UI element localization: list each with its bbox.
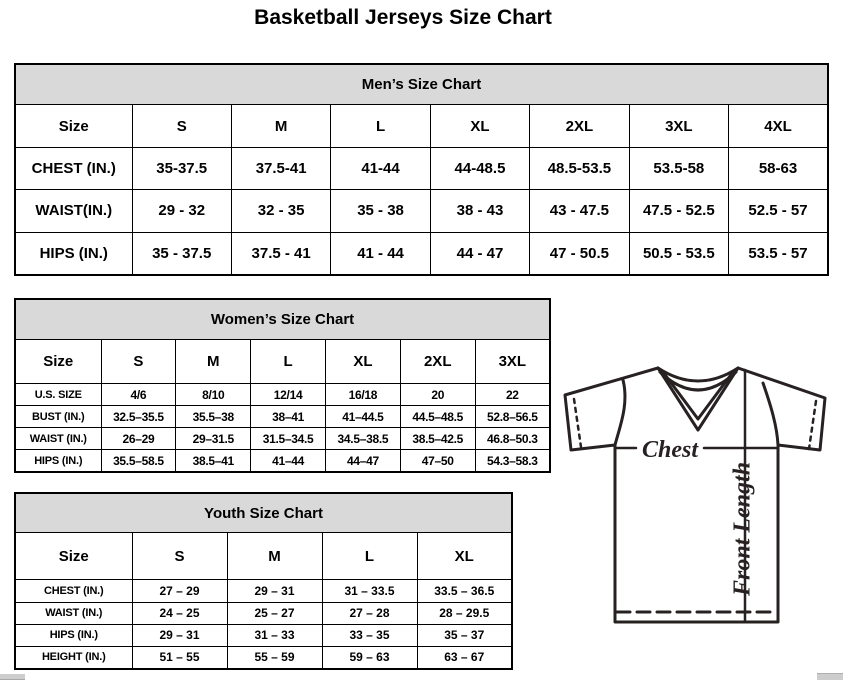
mens-size-table (14, 63, 829, 276)
size-value-cell: 37.5-41 (231, 147, 330, 189)
row-label: CHEST (IN.) (15, 147, 132, 189)
size-value-cell: 58-63 (729, 147, 828, 189)
youth-chest-row (15, 580, 512, 602)
mens-waist-row (15, 190, 828, 232)
mens-size-col: 3XL (629, 105, 728, 147)
womens-size-col: XL (325, 339, 400, 384)
mens-chest-row (15, 147, 828, 189)
jersey-diagram-icon (556, 356, 842, 636)
row-label: WAIST (IN.) (15, 602, 132, 624)
size-value-cell: 46.8–50.3 (475, 428, 550, 450)
mens-table-band (15, 64, 828, 105)
row-label: HIPS (IN.) (15, 232, 132, 275)
mens-size-col: L (331, 105, 430, 147)
size-value-cell: 37.5 - 41 (231, 232, 330, 275)
jersey-vneck-inner (663, 372, 733, 419)
youth-hips-row (15, 624, 512, 646)
page-title: Basketball Jerseys Size Chart (254, 6, 552, 29)
size-value-cell: 53.5-58 (629, 147, 728, 189)
womens-corner-label: Size (15, 339, 101, 384)
womens-size-col: S (101, 339, 176, 384)
size-value-cell: 29 – 31 (227, 580, 322, 602)
size-value-cell: 35-37.5 (132, 147, 231, 189)
size-value-cell: 33 – 35 (322, 624, 417, 646)
row-label: U.S. SIZE (15, 384, 101, 406)
size-value-cell: 29 - 32 (132, 190, 231, 232)
row-label: WAIST(IN.) (15, 190, 132, 232)
size-value-cell: 35 - 38 (331, 190, 430, 232)
mens-size-header-row (15, 105, 828, 147)
size-value-cell: 20 (400, 384, 475, 406)
size-value-cell: 4/6 (101, 384, 176, 406)
youth-waist-row (15, 602, 512, 624)
size-value-cell: 26–29 (101, 428, 176, 450)
size-value-cell: 38 - 43 (430, 190, 529, 232)
size-value-cell: 35.5–38 (176, 406, 251, 428)
size-value-cell: 44–47 (325, 450, 400, 472)
size-value-cell: 63 – 67 (417, 646, 512, 669)
size-value-cell: 41 - 44 (331, 232, 430, 275)
jersey-right-cuff-stitch (809, 401, 816, 449)
womens-size-col: 2XL (400, 339, 475, 384)
jersey-left-cuff-stitch (574, 399, 581, 447)
size-value-cell: 29 – 31 (132, 624, 227, 646)
size-value-cell: 50.5 - 53.5 (629, 232, 728, 275)
mens-size-col: M (231, 105, 330, 147)
youth-size-table (14, 492, 513, 670)
size-value-cell: 35 - 37.5 (132, 232, 231, 275)
jersey-measurement-diagram (556, 356, 842, 636)
size-value-cell: 59 – 63 (322, 646, 417, 669)
womens-table-band (15, 299, 550, 339)
size-value-cell: 35.5–58.5 (101, 450, 176, 472)
size-value-cell: 34.5–38.5 (325, 428, 400, 450)
size-value-cell: 38–41 (251, 406, 326, 428)
womens-bust-row (15, 406, 550, 428)
youth-corner-label: Size (15, 533, 132, 580)
size-value-cell: 47 - 50.5 (530, 232, 629, 275)
row-label: CHEST (IN.) (15, 580, 132, 602)
size-value-cell: 52.5 - 57 (729, 190, 828, 232)
size-value-cell: 33.5 – 36.5 (417, 580, 512, 602)
size-value-cell: 47–50 (400, 450, 475, 472)
womens-size-table (14, 298, 551, 473)
mens-table-title: Men’s Size Chart (15, 64, 828, 105)
size-value-cell: 35 – 37 (417, 624, 512, 646)
size-value-cell: 31.5–34.5 (251, 428, 326, 450)
size-value-cell: 55 – 59 (227, 646, 322, 669)
size-value-cell: 31 – 33 (227, 624, 322, 646)
size-value-cell: 31 – 33.5 (322, 580, 417, 602)
size-value-cell: 38.5–41 (176, 450, 251, 472)
chest-measure-label: Chest (641, 437, 699, 463)
size-value-cell: 43 - 47.5 (530, 190, 629, 232)
size-value-cell: 22 (475, 384, 550, 406)
horizontal-scrollbar-fragment-left[interactable] (0, 674, 25, 680)
womens-size-col: L (251, 339, 326, 384)
front-length-measure-label: Front Length (729, 461, 756, 596)
jersey-vneck-outer (658, 368, 738, 430)
size-value-cell: 8/10 (176, 384, 251, 406)
mens-hips-row (15, 232, 828, 275)
row-label: BUST (IN.) (15, 406, 101, 428)
size-value-cell: 44.5–48.5 (400, 406, 475, 428)
mens-size-col: 4XL (729, 105, 828, 147)
jersey-right-seam (763, 383, 778, 445)
size-value-cell: 12/14 (251, 384, 326, 406)
size-value-cell: 51 – 55 (132, 646, 227, 669)
size-value-cell: 27 – 29 (132, 580, 227, 602)
jersey-left-seam (615, 380, 625, 445)
womens-size-header-row (15, 339, 550, 384)
size-value-cell: 32.5–35.5 (101, 406, 176, 428)
mens-size-col: XL (430, 105, 529, 147)
size-value-cell: 25 – 27 (227, 602, 322, 624)
womens-table-title: Women’s Size Chart (15, 299, 550, 339)
row-label: HIPS (IN.) (15, 624, 132, 646)
row-label: HIPS (IN.) (15, 450, 101, 472)
size-value-cell: 32 - 35 (231, 190, 330, 232)
youth-size-col: M (227, 533, 322, 580)
size-value-cell: 41–44 (251, 450, 326, 472)
mens-size-col: S (132, 105, 231, 147)
size-value-cell: 41-44 (331, 147, 430, 189)
womens-hips-row (15, 450, 550, 472)
row-label: HEIGHT (IN.) (15, 646, 132, 669)
size-value-cell: 44-48.5 (430, 147, 529, 189)
youth-table-band (15, 493, 512, 533)
size-value-cell: 52.8–56.5 (475, 406, 550, 428)
size-value-cell: 41–44.5 (325, 406, 400, 428)
youth-size-header-row (15, 533, 512, 580)
size-value-cell: 53.5 - 57 (729, 232, 828, 275)
size-value-cell: 24 – 25 (132, 602, 227, 624)
size-value-cell: 44 - 47 (430, 232, 529, 275)
youth-size-col: XL (417, 533, 512, 580)
size-value-cell: 28 – 29.5 (417, 602, 512, 624)
womens-size-col: M (176, 339, 251, 384)
size-value-cell: 27 – 28 (322, 602, 417, 624)
size-value-cell: 38.5–42.5 (400, 428, 475, 450)
row-label: WAIST (IN.) (15, 428, 101, 450)
youth-size-col: L (322, 533, 417, 580)
jersey-outline (565, 368, 825, 622)
size-value-cell: 16/18 (325, 384, 400, 406)
size-value-cell: 47.5 - 52.5 (629, 190, 728, 232)
size-value-cell: 29–31.5 (176, 428, 251, 450)
womens-us-size-row (15, 384, 550, 406)
size-value-cell: 48.5-53.5 (530, 147, 629, 189)
mens-corner-label: Size (15, 105, 132, 147)
womens-size-col: 3XL (475, 339, 550, 384)
youth-height-row (15, 646, 512, 669)
mens-size-col: 2XL (530, 105, 629, 147)
youth-table-title: Youth Size Chart (15, 493, 512, 533)
youth-size-col: S (132, 533, 227, 580)
size-value-cell: 54.3–58.3 (475, 450, 550, 472)
womens-waist-row (15, 428, 550, 450)
